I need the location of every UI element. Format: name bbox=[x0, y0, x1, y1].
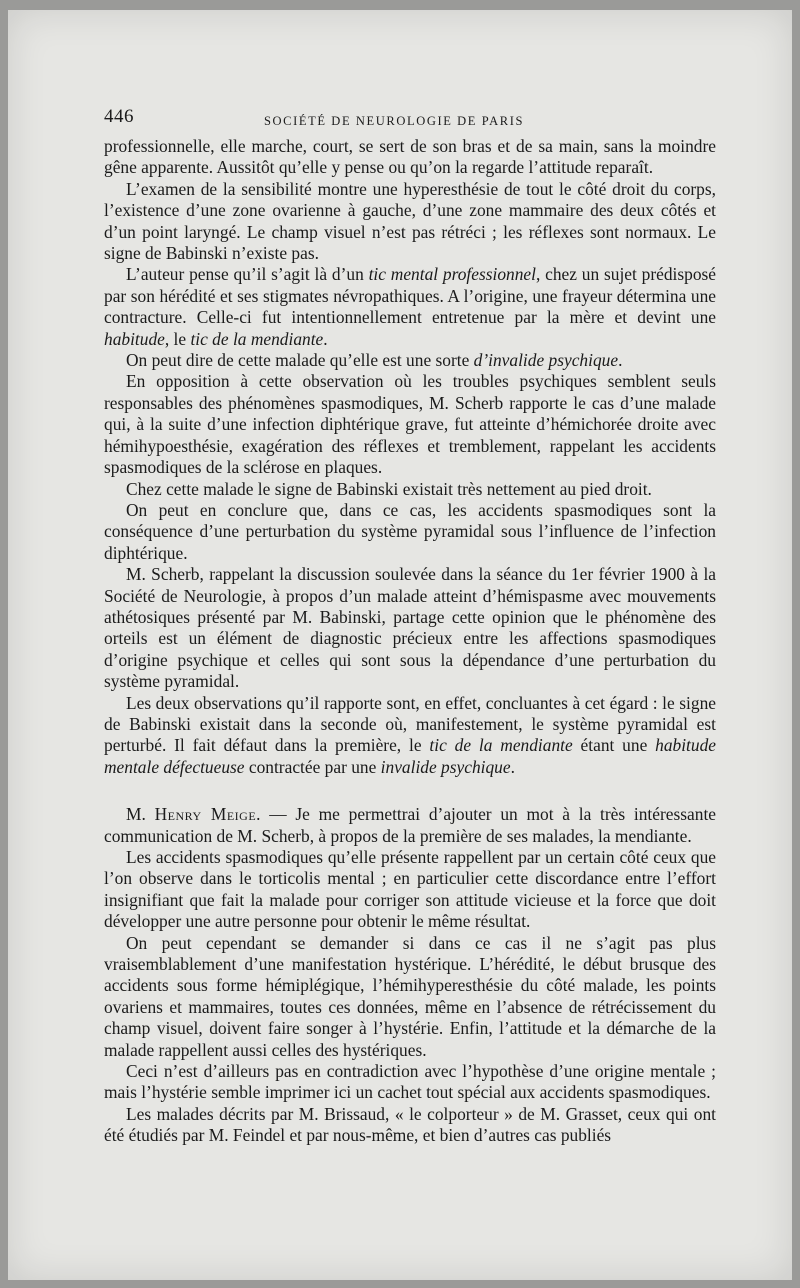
text-run: . bbox=[618, 350, 623, 371]
paragraph bbox=[104, 264, 716, 350]
paragraph bbox=[104, 179, 716, 265]
text-run: M. Scherb, rappelant la discussion soulevée dans la séance du 1er février 1900 à la Société de Neurologie, à propos d’un malade atteint d’hémispasme avec mouvements athétosiques présenté par M. Babinski, partage cette opinion que le phénomène des orteils est un élément de diagnostic précieux entre les affections spasmodiques d’origine psychique et celles qui sont sous la dépendance d’une perturbation du système pyramidal. bbox=[104, 564, 716, 692]
page-number: 446 bbox=[104, 106, 134, 127]
text-run: Chez cette malade le signe de Babinski existait très nettement au pied droit. bbox=[126, 478, 652, 499]
speaker-name: Henry Meige bbox=[154, 804, 257, 825]
text-run: Ceci n’est d’ailleurs pas en contradiction avec l’hypothèse d’une origine mentale ; mais l’hystérie semble imprimer ici un cachet tout spécial aux accidents spasmodiques. bbox=[104, 1061, 716, 1103]
italic-run: tic de la mendiante bbox=[190, 328, 324, 349]
page-header bbox=[104, 102, 734, 132]
text-run: On peut en conclure que, dans ce cas, les accidents spasmodiques sont la conséquence d’une perturbation du système pyramidal sous l’influence de l’infection diphtérique. bbox=[104, 499, 716, 563]
running-title: SOCIÉTÉ DE NEUROLOGIE DE PARIS bbox=[264, 114, 525, 128]
paragraph bbox=[104, 136, 716, 179]
text-run: L’examen de la sensibilité montre une hyperesthésie de tout le côté droit du corps, l’existence d’une zone ovarienne à gauche, d’une zone mammaire des deux côtés et d’un point laryngé. Le champ visuel n’est pas rétréci ; les réflexes sont normaux. Le signe de Babinski n’existe pas. bbox=[104, 178, 716, 264]
text-run: , le bbox=[164, 328, 191, 349]
text-run: , chez un sujet prédisposé par son hérédité et ses stigmates névropathiques. A l’origine, une frayeur détermina une contracture. Celle-ci fut intentionnellement entretenue par la mère et devint une bbox=[104, 264, 717, 328]
paragraph bbox=[104, 564, 716, 692]
italic-run: invalide psychique bbox=[380, 756, 511, 777]
text-run: On peut cependant se demander si dans ce cas il ne s’agit pas plus vraisemblablement d’une manifestation hystérique. L’hérédité, le début brusque des accidents sous forme hémiplégique, l’hémihyperesthésie du côté malade, les points ovariens et mammaires, toutes ces données, même en l’absence de rétrécissement du champ visuel, doivent faire songer à l’hystérie. Enfin, l’attitude et la démarche de la malade rappellent aussi celles des hystériques. bbox=[104, 932, 716, 1060]
paragraph bbox=[104, 933, 716, 1061]
text-run: L’auteur pense qu’il s’agit là d’un bbox=[126, 264, 369, 285]
paragraph-henry-meige bbox=[104, 804, 716, 847]
italic-run: tic de la mendiante bbox=[429, 735, 573, 756]
text-run: Les malades décrits par M. Brissaud, « le colporteur » de M. Grasset, ceux qui ont été étudiés par M. Feindel et par nous-même, et bien d’autres cas publiés bbox=[104, 1103, 716, 1146]
italic-run: habitude mentale défectueuse bbox=[104, 735, 716, 777]
text-run: . — Je me permettrai d’ajouter un mot à la très intéressante communication de M. Scherb, à propos de la première de ses malades, la mendiante. bbox=[104, 804, 716, 846]
paragraph bbox=[104, 1061, 716, 1104]
paragraph bbox=[104, 371, 716, 478]
text-run: Les accidents spasmodiques qu’elle présente rappellent par un certain côté ceux que l’on observe dans le torticolis mental ; en particulier cette discordance entre l’effort insignifiant que fait la malade pour corriger son attitude vicieuse et la force que doit développer une autre personne pour obtenir le même résultat. bbox=[104, 847, 716, 932]
text-run: On peut dire de cette malade qu’elle est une sorte bbox=[126, 350, 474, 371]
paragraph bbox=[104, 1104, 716, 1147]
book-page bbox=[8, 10, 792, 1280]
text-run: M. bbox=[126, 804, 155, 825]
paragraph bbox=[104, 350, 716, 371]
italic-run: d’invalide psychique bbox=[473, 350, 619, 371]
paragraph bbox=[104, 500, 716, 564]
text-run: étant une bbox=[572, 735, 656, 756]
italic-run: habitude bbox=[104, 328, 165, 349]
paragraph bbox=[104, 479, 716, 500]
paragraph bbox=[104, 693, 716, 779]
text-run: . bbox=[510, 756, 515, 777]
paragraph bbox=[104, 847, 716, 933]
text-run: . bbox=[323, 328, 328, 349]
italic-run: tic mental professionnel bbox=[368, 264, 536, 285]
body-text bbox=[104, 136, 716, 1147]
text-run: Les deux observations qu’il rapporte sont, en effet, concluantes à cet égard : le signe de Babinski existait dans la seconde où, manifestement, le système pyramidal est perturbé. Il fait défaut dans la première, le bbox=[104, 692, 716, 756]
text-run: professionnelle, elle marche, court, se sert de son bras et de sa main, sans la moindre gêne apparente. Aussitôt qu’elle y pense ou qu’on la regarde l’attitude reparaît. bbox=[104, 136, 716, 178]
text-run: contractée par une bbox=[244, 756, 381, 777]
text-run: En opposition à cette observation où les troubles psychiques semblent seuls responsables des phénomènes spasmodiques, M. Scherb rapporte le cas d’une malade qui, à la suite d’une infection diphtérique grave, fut atteinte d’hémichorée droite avec hémihypoesthésie, exagération des réflexes et tremblement, rappelant les accidents spasmodiques de la sclérose en plaques. bbox=[104, 371, 716, 478]
